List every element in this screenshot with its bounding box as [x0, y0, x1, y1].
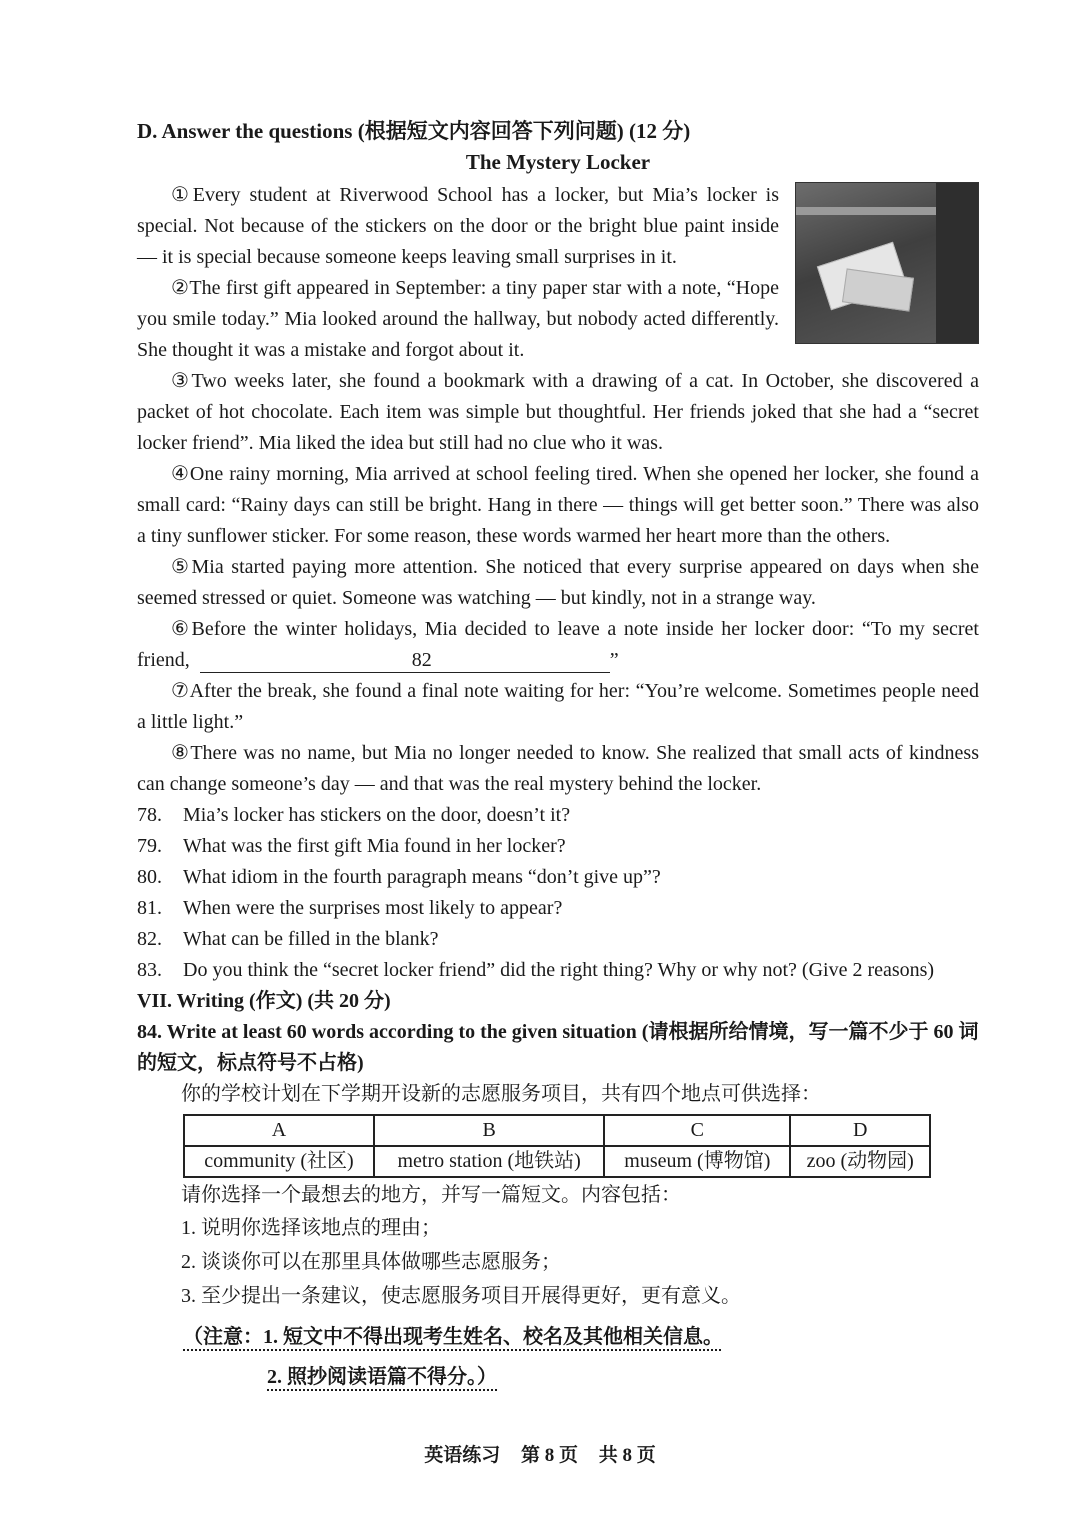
question-number: 80. [137, 866, 162, 888]
note-line-2: 2. 照抄阅读语篇不得分。） [267, 1366, 497, 1388]
paragraph-6 [137, 614, 979, 676]
question-text: What was the first gift Mia found in her locker? [183, 835, 566, 857]
writing-task-title: 84. Write at least 60 words according to the given situation (请根据所给情境，写一篇不少于 60 词的短文，标点符号不占格) [137, 1021, 979, 1074]
question-number: 83. [137, 959, 162, 981]
page-content [137, 116, 979, 1397]
places-row [184, 1146, 930, 1177]
locker-photo [795, 182, 979, 344]
header-cell: A [184, 1115, 374, 1146]
writing-intro: 你的学校计划在下学期开设新的志愿服务项目，共有四个地点可供选择： [181, 1083, 821, 1105]
place-cell: community (社区) [184, 1146, 374, 1177]
footer-subject: 英语练习 [424, 1445, 501, 1466]
place-cell: metro station (地铁站) [374, 1146, 604, 1177]
place-cell: zoo (动物园) [790, 1146, 930, 1177]
page-footer [0, 1440, 1080, 1471]
question-78 [137, 800, 979, 831]
section-d-heading: D. Answer the questions (根据短文内容回答下列问题) (12 分) [137, 119, 691, 143]
paragraph-4: ④One rainy morning, Mia arrived at school feeling tired. When she opened her locker, she found a small card: “Rainy days can still be bright. Hang in there — things will get better soon.” There was also a tiny sunflower sticker. For some reason, these words warmed her heart more than the others. [137, 463, 979, 547]
writing-instruction: 请你选择一个最想去的地方，并写一篇短文。内容包括： [181, 1184, 681, 1206]
question-text: What idiom in the fourth paragraph means “don’t give up”? [183, 866, 661, 888]
question-text: Do you think the “secret locker friend” did the right thing? Why or why not? (Give 2 reasons) [183, 959, 935, 981]
question-83 [137, 955, 979, 986]
places-header-row [184, 1115, 930, 1146]
question-number: 82. [137, 928, 162, 950]
paragraph-8: ⑧There was no name, but Mia no longer needed to know. She realized that small acts of kindness can change someone’s day — and that was the real mystery behind the locker. [137, 742, 979, 795]
question-82 [137, 924, 979, 955]
paragraph-6-text: ⑥Before the winter holidays, Mia decided to leave a note inside her locker door: “To my secret friend, [137, 618, 979, 671]
question-text: What can be filled in the blank? [183, 928, 439, 950]
question-80 [137, 862, 979, 893]
question-text: Mia’s locker has stickers on the door, doesn’t it? [183, 804, 571, 826]
note-line-1: （注意：1. 短文中不得出现考生姓名、校名及其他相关信息。 [183, 1326, 723, 1348]
question-text: When were the surprises most likely to appear? [183, 897, 563, 919]
paragraph-7: ⑦After the break, she found a final note waiting for her: “You’re welcome. Sometimes people need a little light.” [137, 680, 979, 733]
requirement-2: 2. 谈谈你可以在那里具体做哪些志愿服务； [181, 1251, 561, 1273]
locker-door [936, 183, 978, 343]
requirement-3: 3. 至少提出一条建议，使志愿服务项目开展得更好，更有意义。 [181, 1285, 741, 1307]
question-list [137, 800, 979, 986]
place-cell: museum (博物馆) [604, 1146, 790, 1177]
paragraph-6-end-quote: ” [609, 649, 619, 671]
paragraph-3: ③Two weeks later, she found a bookmark with a drawing of a cat. In October, she discovered a packet of hot chocolate. Each item was simple but thoughtful. Her friends joked that she had a “secret locker friend”. Mia liked the idea but still had no clue who it was. [137, 370, 979, 454]
question-81 [137, 893, 979, 924]
requirement-1: 1. 说明你选择该地点的理由； [181, 1217, 441, 1239]
question-number: 79. [137, 835, 162, 857]
story-title: The Mystery Locker [465, 150, 651, 174]
footer-page: 第 8 页 [520, 1445, 578, 1466]
question-number: 81. [137, 897, 162, 919]
paragraph-5: ⑤Mia started paying more attention. She noticed that every surprise appeared on days when she seemed stressed or quiet. Someone was watching — but kindly, not in a strange way. [137, 556, 979, 609]
footer-total: 共 8 页 [598, 1445, 656, 1466]
paragraph-1: ①Every student at Riverwood School has a locker, but Mia’s locker is special. Not because of the stickers on the door or the bright blue paint inside — it is special because someone keeps leaving small surprises in it. [137, 184, 779, 268]
section-vii-heading: VII. Writing (作文) (共 20 分) [137, 990, 391, 1012]
places-table [183, 1114, 931, 1178]
question-79 [137, 831, 979, 862]
paragraph-2: ②The first gift appeared in September: a tiny paper star with a note, “Hope you smile today.” Mia looked around the hallway, but nobody acted differently. She thought it was a mistake and forgot about it. [137, 277, 779, 361]
header-cell: C [604, 1115, 790, 1146]
answer-blank-82: 82 [200, 648, 610, 673]
header-cell: D [790, 1115, 930, 1146]
header-cell: B [374, 1115, 604, 1146]
question-number: 78. [137, 804, 162, 826]
